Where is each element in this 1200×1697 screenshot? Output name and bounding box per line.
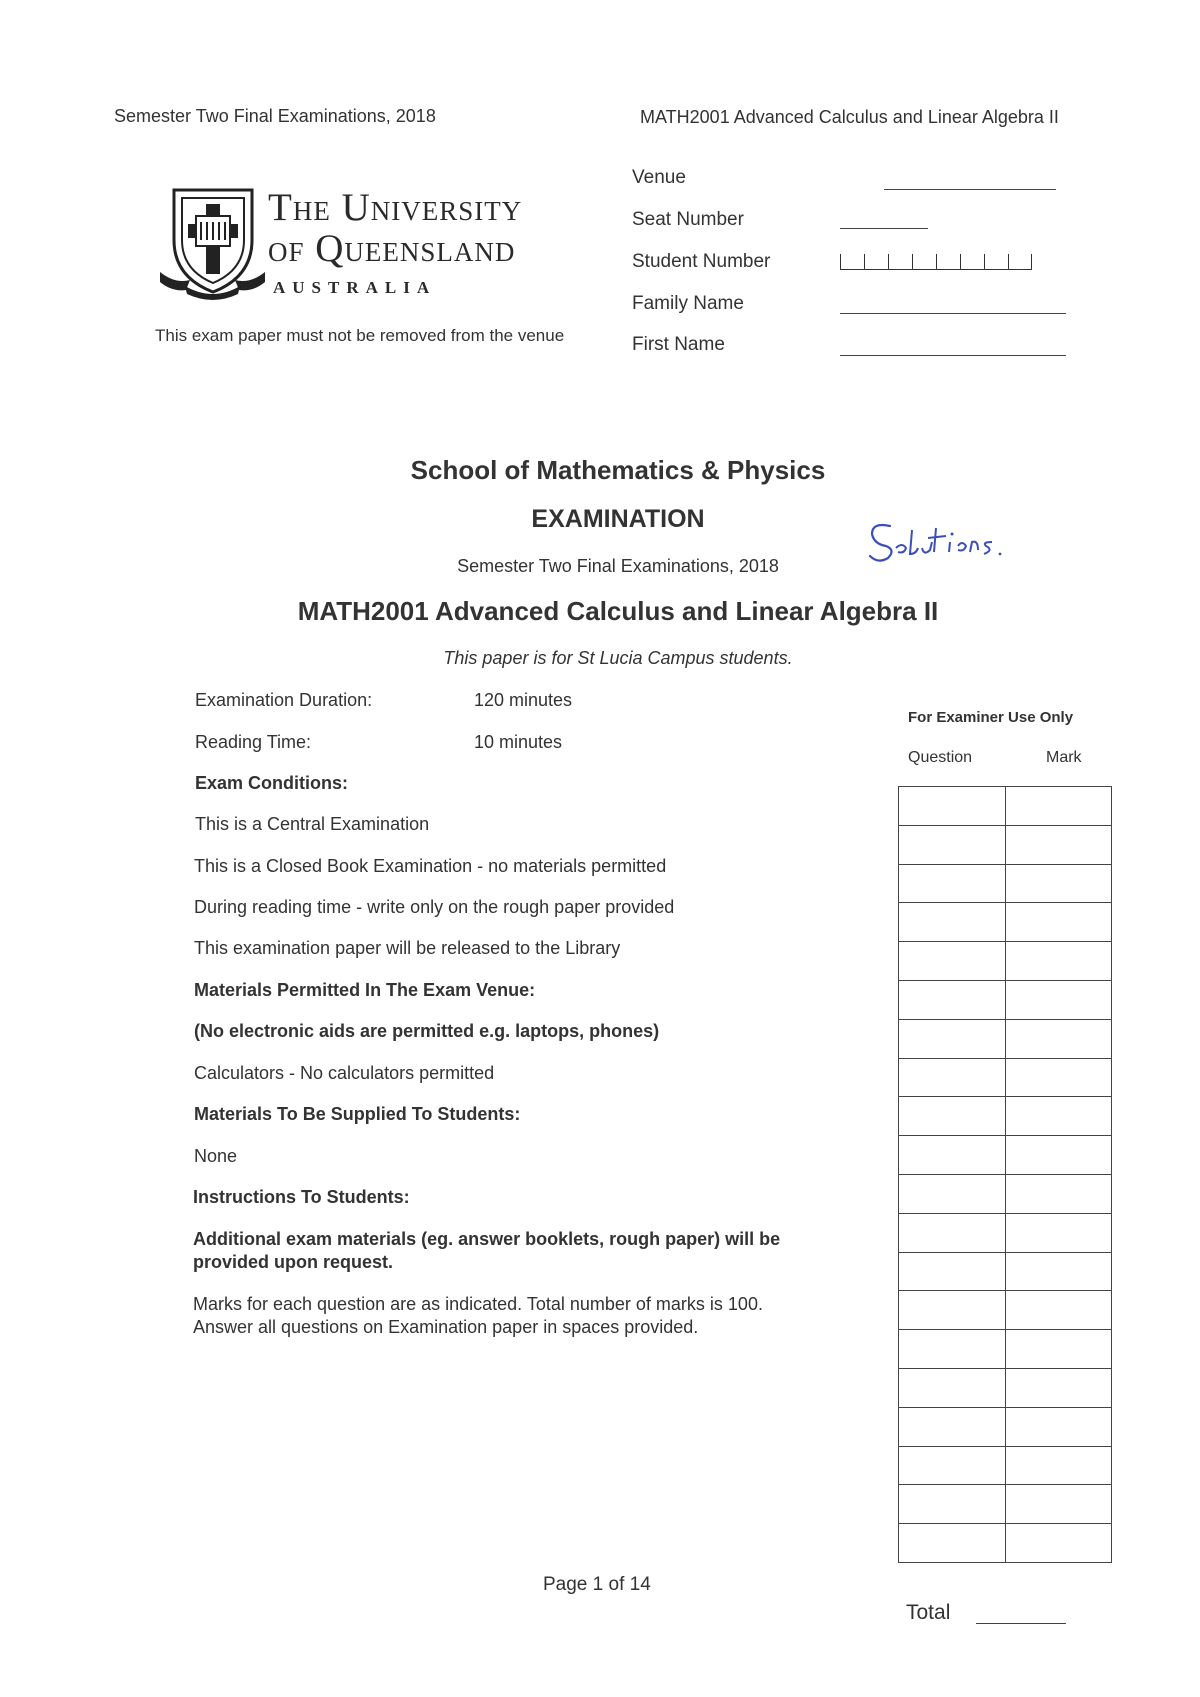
table-row	[899, 980, 1112, 1019]
table-row	[899, 1368, 1112, 1407]
table-row	[899, 825, 1112, 864]
mark-cell[interactable]	[1005, 1407, 1112, 1446]
logo-country: AUSTRALIA	[273, 278, 437, 297]
mark-cell[interactable]	[1005, 825, 1112, 864]
examiner-marks-table	[898, 786, 1112, 1563]
table-row	[899, 1058, 1112, 1097]
table-row	[899, 1252, 1112, 1291]
materials-heading: Materials Permitted In The Exam Venue:	[194, 980, 536, 1000]
table-row	[899, 787, 1112, 826]
seat-number-label: Seat Number	[632, 209, 744, 230]
venue-label: Venue	[632, 167, 686, 188]
table-row	[899, 1291, 1112, 1330]
total-label: Total	[906, 1601, 951, 1624]
examiner-title: For Examiner Use Only	[908, 709, 1074, 726]
mark-cell[interactable]	[1005, 1136, 1112, 1175]
first-name-field[interactable]	[840, 355, 1066, 356]
question-cell[interactable]	[899, 1019, 1006, 1058]
question-cell[interactable]	[899, 1446, 1006, 1485]
mark-cell[interactable]	[1005, 1368, 1112, 1407]
reading-time-label: Reading Time:	[195, 732, 312, 752]
question-cell[interactable]	[899, 1330, 1006, 1369]
question-cell[interactable]	[899, 1291, 1006, 1330]
question-cell[interactable]	[899, 1136, 1006, 1175]
instructions-heading: Instructions To Students:	[193, 1187, 410, 1207]
logo-line-1: The University	[268, 186, 523, 229]
table-row	[899, 864, 1112, 903]
question-cell[interactable]	[899, 1368, 1006, 1407]
table-row	[899, 1524, 1112, 1563]
mark-cell[interactable]	[1005, 787, 1112, 826]
question-cell[interactable]	[899, 980, 1006, 1019]
exam-title: EXAMINATION	[531, 505, 705, 533]
mark-cell[interactable]	[1005, 903, 1112, 942]
reading-time-value: 10 minutes	[474, 732, 563, 752]
page-number: Page 1 of 14	[543, 1574, 651, 1595]
table-row	[899, 1213, 1112, 1252]
supplied-heading: Materials To Be Supplied To Students:	[194, 1104, 521, 1124]
table-row	[899, 1136, 1112, 1175]
table-row	[899, 1174, 1112, 1213]
campus-note: This paper is for St Lucia Campus students.	[443, 648, 793, 668]
table-row	[899, 1097, 1112, 1136]
condition-closed-book: This is a Closed Book Examination - no materials permitted	[194, 856, 667, 876]
supplied-value: None	[194, 1146, 238, 1166]
total-field[interactable]	[976, 1623, 1066, 1624]
mark-cell[interactable]	[1005, 1446, 1112, 1485]
mark-cell[interactable]	[1005, 1485, 1112, 1524]
mark-cell[interactable]	[1005, 942, 1112, 981]
question-cell[interactable]	[899, 825, 1006, 864]
mark-cell[interactable]	[1005, 1213, 1112, 1252]
mark-cell[interactable]	[1005, 980, 1112, 1019]
family-name-label: Family Name	[632, 293, 744, 314]
mark-cell[interactable]	[1005, 1524, 1112, 1563]
instructions-line-1: Marks for each question are as indicated. Total number of marks is 100.	[193, 1294, 763, 1314]
removal-notice: This exam paper must not be removed from the venue	[155, 326, 565, 345]
table-row	[899, 903, 1112, 942]
mark-cell[interactable]	[1005, 1019, 1112, 1058]
duration-value: 120 minutes	[474, 690, 573, 710]
question-cell[interactable]	[899, 1097, 1006, 1136]
instructions-bold-line-2: provided upon request.	[193, 1252, 394, 1272]
first-name-label: First Name	[632, 334, 725, 355]
mark-cell[interactable]	[1005, 1097, 1112, 1136]
calculators-rule: Calculators - No calculators permitted	[194, 1063, 495, 1083]
question-cell[interactable]	[899, 942, 1006, 981]
condition-reading-time: During reading time - write only on the rough paper provided	[194, 897, 675, 917]
table-row	[899, 1407, 1112, 1446]
mark-cell[interactable]	[1005, 1291, 1112, 1330]
question-cell[interactable]	[899, 1485, 1006, 1524]
mark-cell[interactable]	[1005, 1330, 1112, 1369]
duration-label: Examination Duration:	[195, 690, 373, 710]
table-row	[899, 1019, 1112, 1058]
instructions-bold-line-1: Additional exam materials (eg. answer booklets, rough paper) will be	[193, 1229, 781, 1249]
table-row	[899, 1485, 1112, 1524]
mark-cell[interactable]	[1005, 1252, 1112, 1291]
condition-central: This is a Central Examination	[195, 814, 430, 834]
student-number-field[interactable]	[840, 252, 1032, 270]
conditions-heading: Exam Conditions:	[195, 773, 349, 793]
examiner-col-mark: Mark	[1046, 749, 1082, 766]
question-cell[interactable]	[899, 787, 1006, 826]
school-title: School of Mathematics & Physics	[410, 455, 826, 485]
question-cell[interactable]	[899, 903, 1006, 942]
mark-cell[interactable]	[1005, 1058, 1112, 1097]
condition-library: This examination paper will be released to the Library	[194, 938, 621, 958]
venue-field[interactable]	[884, 189, 1056, 190]
header-left: Semester Two Final Examinations, 2018	[114, 106, 436, 126]
materials-note: (No electronic aids are permitted e.g. laptops, phones)	[194, 1021, 660, 1041]
question-cell[interactable]	[899, 1524, 1006, 1563]
solutions-handwriting	[866, 512, 1006, 568]
header-right: MATH2001 Advanced Calculus and Linear Algebra II	[640, 107, 1059, 127]
instructions-line-2: Answer all questions on Examination paper in spaces provided.	[193, 1317, 699, 1337]
student-number-label: Student Number	[632, 251, 771, 272]
semester-subtitle: Semester Two Final Examinations, 2018	[457, 556, 779, 576]
mark-cell[interactable]	[1005, 864, 1112, 903]
mark-cell[interactable]	[1005, 1174, 1112, 1213]
logo-line-2: of Queensland	[268, 227, 516, 270]
table-row	[899, 1446, 1112, 1485]
question-cell[interactable]	[899, 1252, 1006, 1291]
seat-number-field[interactable]	[840, 228, 928, 229]
question-cell[interactable]	[899, 1174, 1006, 1213]
examiner-col-question: Question	[908, 749, 973, 766]
course-title: MATH2001 Advanced Calculus and Linear Algebra II	[297, 596, 939, 626]
question-cell[interactable]	[899, 1058, 1006, 1097]
question-cell[interactable]	[899, 864, 1006, 903]
table-row	[899, 1330, 1112, 1369]
uq-crest-icon	[160, 182, 265, 302]
table-row	[899, 942, 1112, 981]
question-cell[interactable]	[899, 1407, 1006, 1446]
family-name-field[interactable]	[840, 313, 1066, 314]
question-cell[interactable]	[899, 1213, 1006, 1252]
